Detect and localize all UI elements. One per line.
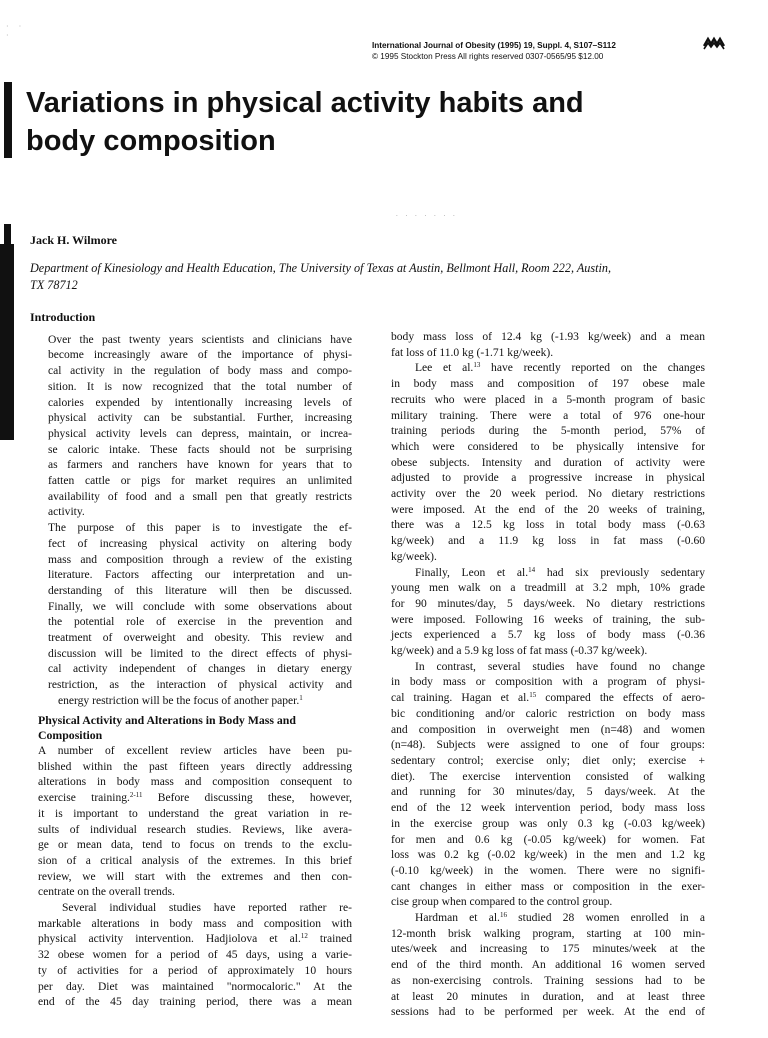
paragraph [391, 566, 705, 660]
text-line: as non-exercising controls. Training sessions had to be [391, 974, 705, 987]
text-line: become increasingly aware of the importance of physi- [48, 349, 352, 362]
text-line: the potential role of exercise in the prevention and [48, 616, 352, 629]
right-column [391, 330, 705, 1038]
text-line: end of the 45 day training period, there was a mean [38, 996, 352, 1009]
text-line: end of the third month. An additional 16 women served [391, 959, 705, 972]
text-line: derstanding of this literature will then be discussed. [48, 584, 352, 597]
reference-number: 12 [300, 932, 308, 941]
section-heading [38, 713, 352, 744]
text-fragment: Finally, Leon et al. [415, 566, 529, 579]
scan-edge-mark [0, 244, 14, 440]
text-line: cal activity independent of changes in dietary energy [48, 663, 352, 676]
scan-edge-mark [4, 82, 12, 158]
text-line: training periods during the 5-month period, 57% of [391, 425, 705, 438]
text-line [391, 566, 705, 582]
text-line: utes/week and increasing to 175 minutes/week at the [391, 943, 705, 956]
text-line: recruits who were placed in a 5-month program of basic [391, 393, 705, 406]
scan-speck: . . . . . . . [396, 210, 458, 218]
text-line: young men walk on a treadmill at 3.2 mph, 10% grade [391, 582, 705, 595]
copyright-notice: © 1995 Stockton Press All rights reserved 0307-0565/95 $12.00 [372, 52, 604, 61]
left-column [30, 310, 352, 1018]
text-line: sion of a critical analysis of the extremes. In this brief [38, 854, 352, 867]
text-line [391, 361, 705, 377]
text-line: cise group when compared to the control group. [391, 896, 613, 909]
text-line: mass and composition through a review of the existing [48, 553, 352, 566]
text-line: in the exercise group was only 0.3 kg (-0.03 kg/week) [391, 817, 705, 830]
text-line: Finally, we will conclude with some observations about [48, 600, 352, 613]
text-line: cal activity in the regulation of body mass and compo- [48, 365, 352, 378]
text-line [38, 932, 352, 948]
text-line: calories expended by intentionally increasing levels of [48, 396, 352, 409]
text-fragment: compared the effects of aero- [536, 692, 705, 705]
text-line: body mass loss of 12.4 kg (-1.93 kg/week) and a mean [391, 331, 705, 343]
text-line: physical activity can be substantial. Further, increasing [48, 412, 352, 425]
text-fragment: had six previously sedentary [535, 566, 706, 579]
text-line: review, we will start with the extremes and then con- [38, 870, 352, 883]
heading-line: Composition [38, 728, 103, 743]
text-line: kg/week) and a 5.9 kg loss of fat mass (-0.37 kg/week). [391, 645, 648, 658]
text-fragment: studied 28 women enrolled in a [506, 912, 706, 925]
scan-speck: · · · [6, 22, 26, 40]
text-line: which were considered to be physically intensive for [391, 440, 705, 453]
text-fragment: physical activity intervention. Hadjiolova et al. [38, 933, 301, 946]
text-line: blished within the past fifteen years directly addressing [38, 760, 352, 773]
text-line: in body mass and composition of 197 obese male [391, 378, 705, 391]
text-line: The purpose of this paper is to investigate the ef- [48, 522, 352, 535]
text-line: In contrast, several studies have found no change [415, 660, 705, 673]
paragraph [391, 660, 705, 911]
text-line: centrate on the overall trends. [38, 886, 175, 899]
text-line: sition. It is now recognized that the total number of [48, 380, 352, 393]
text-line: jects experienced a 5.7 kg loss of body mass (-0.36 [391, 629, 705, 642]
paragraph [38, 333, 352, 521]
text-line: ty of activities for a period of approximately 10 hours [38, 964, 352, 977]
text-line: kg/week). [391, 550, 437, 563]
text-line: for men and 0.6 kg (-0.05 kg/week) for women. Fat [391, 833, 705, 846]
text-line: diet). The exercise intervention consisted of walking [391, 770, 705, 783]
text-fragment: energy restriction will be the focus of another paper. [58, 694, 300, 707]
title-line: Variations in physical activity habits and [26, 87, 584, 119]
text-line: literature. Factors affecting our interpretation and un- [48, 569, 352, 582]
text-line: at least 20 minutes in duration, and at least three [391, 990, 705, 1003]
text-line: obese subjects. Intensity and duration of activity were [391, 456, 705, 469]
text-line: 12-month brisk walking program, starting at 100 min- [391, 927, 705, 940]
text-line: sults of individual research studies. Reviews, like avera- [38, 823, 352, 836]
reference-number: 14 [528, 565, 536, 574]
text-line: (-0.10 kg/week) in the women. There were no signifi- [391, 864, 705, 877]
affiliation-line: TX 78712 [30, 278, 78, 292]
text-line: per day. Diet was maintained "normocaloric." At the [38, 980, 352, 993]
text-line [391, 691, 705, 707]
paragraph [391, 911, 705, 1021]
text-line [38, 791, 352, 807]
paragraph [38, 901, 352, 1011]
text-fragment: Before discussing these, however, [142, 792, 352, 805]
text-line: ge or mean data, tend to focus on trends to the exclu- [38, 839, 352, 852]
text-line: there was a 12.5 kg loss in total body mass (-0.63 [391, 519, 705, 532]
text-line: se caloric intake. These facts should not be surprising [48, 443, 352, 456]
text-line: discussion will be limited to the direct effects of physi- [48, 647, 352, 660]
text-line: fatten cattle or pigs for market requires an unlimited [48, 475, 352, 488]
text-fragment: cal training. Hagan et al. [391, 692, 530, 705]
scan-edge-mark [4, 224, 11, 244]
text-line: sedentary control; exercise only; diet only; exercise + [391, 754, 705, 767]
heading-line: Physical Activity and Alterations in Body Mass and [38, 712, 296, 727]
paragraph [391, 330, 705, 361]
text-line: fect of increasing physical activity on altering body [48, 537, 352, 550]
author-affiliation [30, 260, 730, 296]
reference-number: 13 [473, 361, 481, 370]
text-line: cant changes in either mass or composition in the exer- [391, 880, 705, 893]
text-line: Several individual studies have reported rather re- [62, 902, 352, 915]
text-line: bic conditioning and/or caloric restriction on body mass [391, 707, 705, 720]
text-line: A number of excellent review articles have been pu- [38, 744, 352, 757]
text-line: as farmers and ranchers have known for years that to [48, 459, 352, 472]
section-heading: Introduction [30, 310, 96, 324]
text-line: it is important to understand the great variation in re- [38, 807, 352, 820]
journal-citation: International Journal of Obesity (1995) 19, Suppl. 4, S107–S112 [372, 41, 616, 50]
reference-number: 16 [499, 911, 507, 920]
text-line: availability of food and a small pen that greatly restricts [48, 490, 352, 503]
text-line: were imposed. At the end of the 20 weeks of training, [391, 503, 705, 516]
text-fragment: have recently reported on the changes [480, 362, 705, 375]
text-line: end of the 12 week intervention period, body mass loss [391, 802, 705, 815]
text-line: for 90 minutes/day, 5 days/week. No dietary restrictions [391, 597, 705, 610]
text-line: restriction, as the interaction of physical activity and [48, 679, 352, 692]
affiliation-line: Department of Kinesiology and Health Education, The University of Texas at Austin, Bellmont Hall, Room 222, Austin, [30, 261, 612, 275]
text-fragment: Lee et al. [415, 362, 474, 375]
text-line: military training. There were a total of 976 one-hour [391, 409, 705, 422]
text-line: and composition in overweight men (n=48) and women [391, 723, 705, 736]
publisher-logo-icon [703, 36, 725, 50]
text-line: (n=48). Subjects were assigned to one of four groups: [391, 739, 705, 752]
text-line: activity. [48, 506, 85, 519]
title-line: body composition [26, 125, 276, 157]
paragraph [391, 361, 705, 565]
text-fragment: exercise training. [38, 792, 130, 805]
text-line: physical activity levels can depress, maintain, or increa- [48, 427, 352, 440]
reference-number: 1 [299, 693, 303, 702]
text-fragment: trained [307, 933, 352, 946]
page-title [26, 84, 726, 160]
text-line: adjusted to provide a progressive increase in physical [391, 472, 705, 485]
text-line: 32 obese women for a period of 45 days, using a varie- [38, 949, 352, 962]
reference-number: 15 [529, 691, 537, 700]
author-name: Jack H. Wilmore [30, 233, 117, 247]
text-line: treatment of overweight and obesity. This review and [48, 632, 352, 645]
reference-number: 2-11 [129, 791, 143, 800]
text-line: loss was 0.2 kg (-0.02 kg/week) in the men and 1.2 kg [391, 849, 705, 862]
paragraph [38, 744, 352, 901]
text-line: activity over the 20 week period. No dietary restrictions [391, 488, 705, 501]
text-line [38, 694, 352, 710]
text-fragment: Hardman et al. [415, 912, 500, 925]
text-line: fat loss of 11.0 kg (-1.71 kg/week). [391, 346, 554, 359]
text-line: sessions had to be performed per week. At the end of [391, 1006, 705, 1019]
text-line: kg/week) and a 11.9 kg loss in fat mass (-0.60 [391, 535, 705, 548]
text-line: alterations in body mass and composition consequent to [38, 776, 352, 789]
text-line [391, 911, 705, 927]
text-line: in body mass or composition with a program of physi- [391, 676, 705, 689]
text-line: and running for 30 minutes/day, 5 days/week. At the [391, 786, 705, 799]
text-line: were imposed. Following 16 weeks of training, the sub- [391, 613, 705, 626]
text-line: markable alterations in body mass and composition with [38, 917, 352, 930]
paragraph [38, 521, 352, 709]
text-line: Over the past twenty years scientists and clinicians have [48, 333, 352, 346]
